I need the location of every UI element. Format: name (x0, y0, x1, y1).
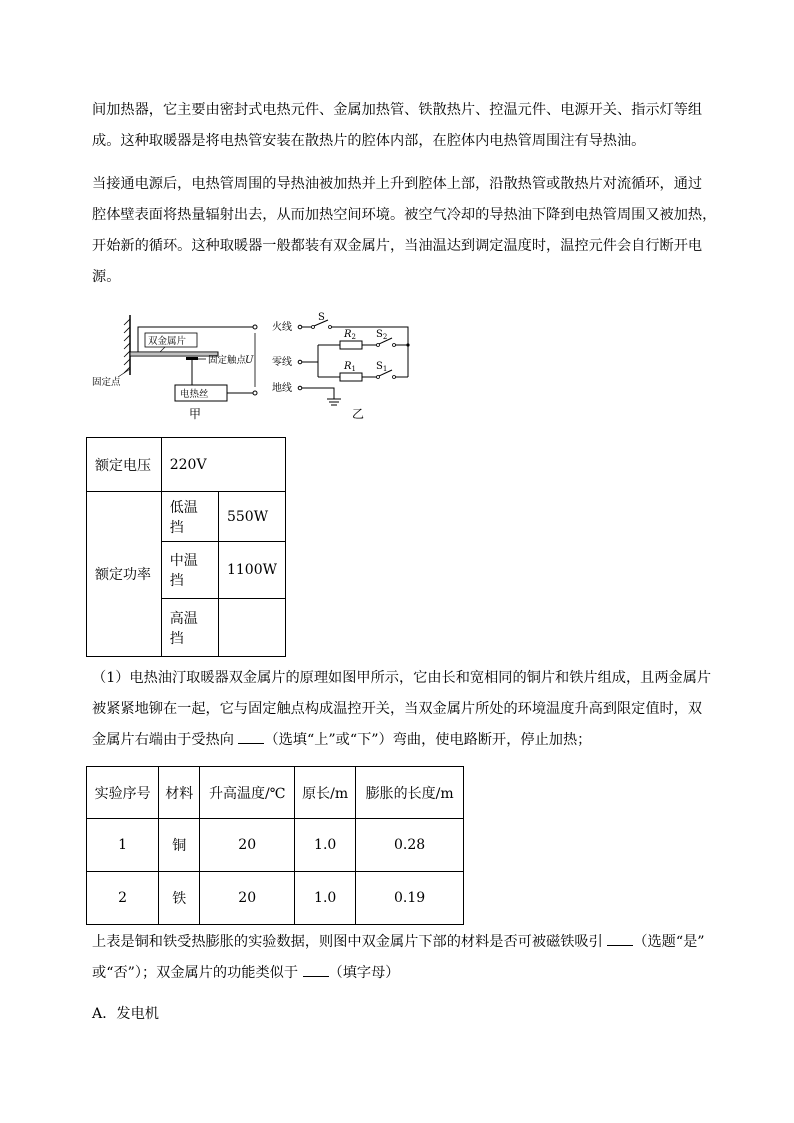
header-cell: 实验序号 (87, 767, 159, 819)
table-header-row (87, 767, 464, 819)
option-a (92, 999, 712, 1030)
figure-yi (272, 312, 410, 421)
table-cell: 铁 (159, 872, 200, 925)
header-cell: 升高温度/℃ (200, 767, 295, 819)
text-fragment: （填字母） (328, 965, 400, 981)
switch-s-label: S (318, 312, 325, 323)
question-1 (92, 663, 712, 756)
table-row (87, 819, 464, 872)
answer-blank-up-down[interactable] (238, 729, 264, 744)
mid-label-cell: 中温挡 (161, 542, 218, 599)
low-label-cell: 低温挡 (161, 492, 218, 542)
text-line: 被紧紧地铆在一起，它与固定触点构成温控开关，当双金属片所处的环境温度升高到限定值时，双 (92, 701, 703, 717)
neutral-wire-label: 零线 (272, 357, 292, 368)
table-cell: 0.19 (356, 872, 464, 925)
table-row (87, 438, 286, 492)
answer-blank-letter[interactable] (303, 962, 329, 977)
fixed-point-label: 固定点 (92, 377, 121, 388)
mid-value-cell: 1100W (218, 542, 285, 599)
high-label-cell: 高温挡 (161, 599, 218, 657)
voltage-value-cell: 220V (161, 438, 285, 492)
text-line: （1）电热油汀取暖器双金属片的原理如图甲所示，它由长和宽相同的铜片和铁片组成，且两金属片 (92, 670, 712, 686)
s1-label: $S_1$ (376, 361, 388, 373)
table-cell: 1.0 (295, 872, 356, 925)
header-cell: 材料 (159, 767, 200, 819)
r2-label: $R_2$ (344, 329, 356, 341)
text-fragment: 金属片右端由于受热向 (92, 732, 239, 748)
figure-jia (92, 315, 257, 421)
high-value-cell (218, 599, 285, 657)
text-line: 当接通电源后，电热管周围的导热油被加热并上升到腔体上部，沿散热管或散热片对流循环，通过 (92, 176, 703, 192)
s2-label: $S_2$ (376, 329, 388, 341)
text-line: 开始新的循环。这种取暖器一般都装有双金属片，当油温达到调定温度时，温控元件会自行断开电 (92, 238, 703, 254)
text-fragment: 上表是铜和铁受热膨胀的实验数据，则图中双金属片下部的材料是否可被磁铁吸引 (92, 934, 608, 950)
voltage-label-cell: 额定电压 (87, 438, 162, 492)
fixed-contact-label: 固定触点 (208, 355, 247, 366)
live-wire-label: 火线 (272, 322, 292, 333)
low-value-cell: 550W (218, 492, 285, 542)
question-1-continued (92, 927, 712, 989)
table-row (87, 492, 286, 542)
table-cell: 20 (200, 872, 295, 925)
text-fragment: 或“否”）；双金属片的功能类似于 (92, 965, 303, 981)
answer-blank-magnet[interactable] (607, 931, 633, 946)
text-line: 成。这种取暖器是将电热管安装在散热片的腔体内部，在腔体内电热管周围注有导热油。 (92, 133, 646, 149)
caption-yi: 乙 (352, 407, 365, 421)
text-line: 间加热器，它主要由密封式电热元件、金属加热管、铁散热片、控温元件、电源开关、指示灯等组 (92, 102, 703, 118)
intro-paragraph-1 (92, 95, 712, 157)
header-cell: 膨胀的长度/m (356, 767, 464, 819)
table-cell: 20 (200, 819, 295, 872)
caption-jia: 甲 (189, 407, 202, 421)
spec-table (86, 437, 286, 657)
text-line: 源。 (92, 269, 121, 285)
table-cell: 0.28 (356, 819, 464, 872)
table-row (87, 872, 464, 925)
option-a-text: A．发电机 (92, 1006, 159, 1022)
text-line (92, 927, 712, 958)
table-cell: 1.0 (295, 819, 356, 872)
text-fragment: （选填“上”或“下”）弯曲，使电路断开，停止加热； (264, 732, 592, 748)
experiment-table (86, 766, 464, 925)
text-line (92, 958, 712, 989)
text-line (92, 725, 712, 756)
table-cell: 铜 (159, 819, 200, 872)
table-cell: 1 (87, 819, 159, 872)
r1-label: $R_1$ (344, 361, 356, 373)
ground-wire-label: 地线 (272, 383, 292, 394)
table-cell: 2 (87, 872, 159, 925)
text-line: 腔体壁表面将热量辐射出去，从而加热空间环境。被空气冷却的导热油下降到电热管周围又被加热， (92, 207, 717, 223)
header-cell: 原长/m (295, 767, 356, 819)
circuit-figure (90, 305, 430, 425)
bimetal-label: 双金属片 (148, 336, 187, 347)
power-label-cell: 额定功率 (87, 492, 162, 657)
heating-wire-label: 电热丝 (180, 389, 209, 400)
voltage-u-label: U (245, 355, 254, 366)
text-fragment: （选题“是” (633, 934, 705, 950)
intro-paragraph-2 (92, 169, 717, 293)
